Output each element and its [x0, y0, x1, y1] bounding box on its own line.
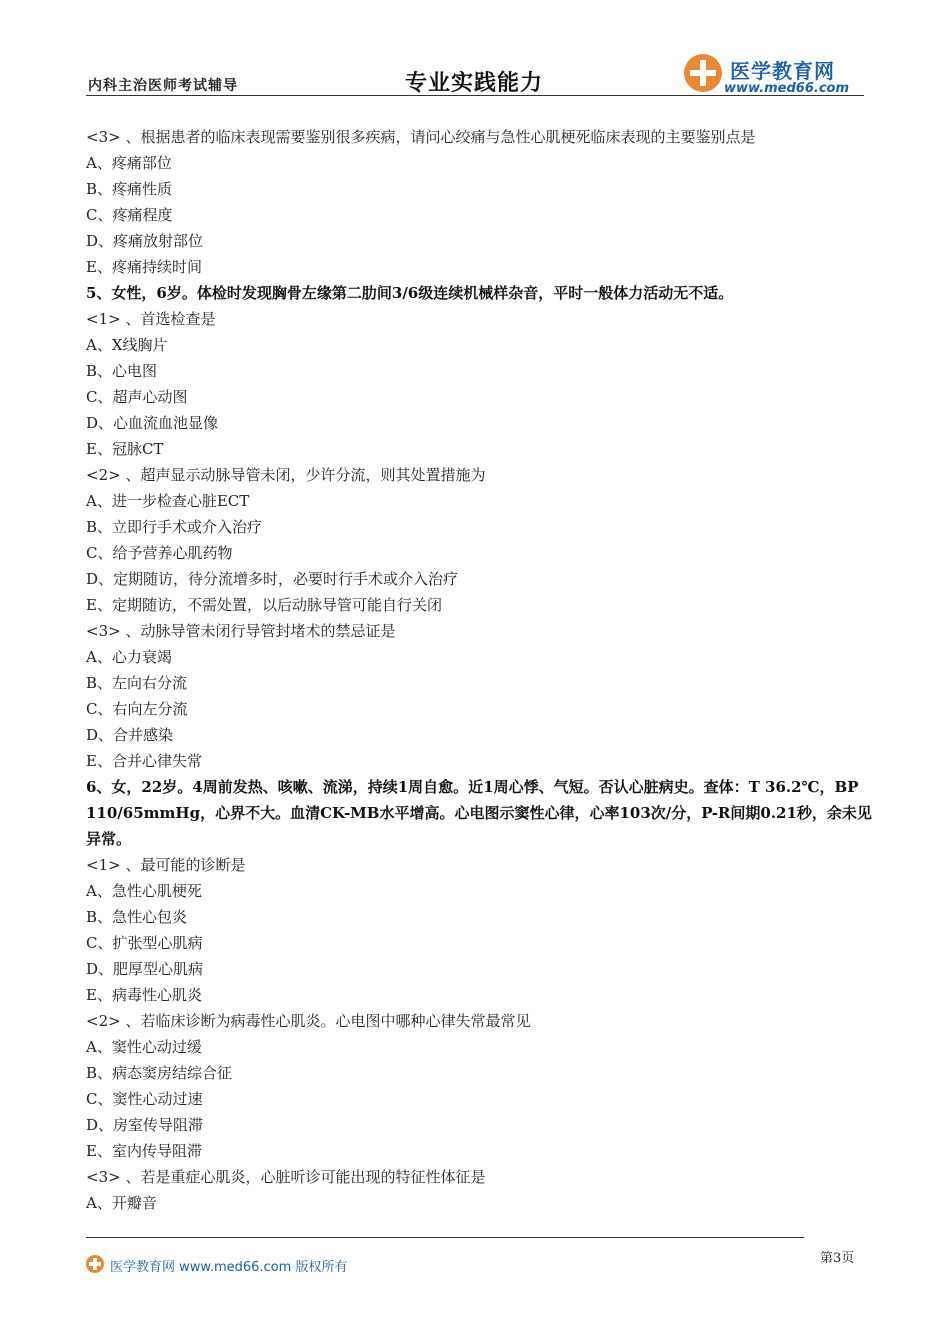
- header-logo: [684, 54, 864, 100]
- document-body: [86, 124, 872, 1216]
- option-line: C、给予营养心肌药物: [86, 544, 233, 562]
- option-line: E、疼痛持续时间: [86, 258, 202, 276]
- option-line: A、X线胸片: [86, 336, 168, 354]
- option-line: B、疼痛性质: [86, 180, 173, 198]
- option-line: E、冠脉CT: [86, 440, 164, 458]
- option-line: C、疼痛程度: [86, 206, 173, 224]
- header-divider: [86, 95, 864, 96]
- page-number: 第3页: [820, 1251, 855, 1266]
- header-course-title: 内科主治医师考试辅导: [88, 78, 238, 94]
- option-line: A、进一步检查心脏ECT: [86, 492, 250, 510]
- question-line: <3> 、根据患者的临床表现需要鉴别很多疾病，请问心绞痛与急性心肌梗死临床表现的主要鉴别点是: [86, 128, 756, 146]
- option-line: D、心血流血池显像: [86, 414, 219, 432]
- case-6-stem-line: 异常。: [86, 830, 132, 848]
- footer-divider: [86, 1237, 804, 1238]
- logo-url: www.med66.com: [724, 81, 850, 96]
- option-line: D、定期随访，待分流增多时，必要时行手术或介入治疗: [86, 570, 459, 588]
- option-line: E、合并心律失常: [86, 752, 202, 770]
- option-line: C、扩张型心肌病: [86, 934, 203, 952]
- option-line: D、合并感染: [86, 726, 174, 744]
- option-line: E、室内传导阻滞: [86, 1142, 202, 1160]
- option-line: A、疼痛部位: [86, 154, 172, 172]
- logo-cross-icon: [684, 54, 722, 92]
- option-line: B、急性心包炎: [86, 908, 188, 926]
- option-line: C、右向左分流: [86, 700, 188, 718]
- option-line: D、肥厚型心肌病: [86, 960, 204, 978]
- option-line: B、心电图: [86, 362, 158, 380]
- question-line: <1> 、最可能的诊断是: [86, 856, 246, 874]
- option-line: A、窦性心动过缓: [86, 1038, 202, 1056]
- case-6-stem-line: 110/65mmHg，心界不大。血清CK-MB水平增高。心电图示窦性心律，心率103次/分，P-R间期0.21秒，余未见: [86, 804, 872, 822]
- footer-copyright: 医学教育网 www.med66.com 版权所有: [110, 1260, 348, 1275]
- case-5-stem: 5、女性，6岁。体检时发现胸骨左缘第二肋间3/6级连续机械样杂音，平时一般体力活动无不适。: [86, 284, 734, 302]
- question-line: <3> 、动脉导管未闭行导管封堵术的禁忌证是: [86, 622, 396, 640]
- question-line: <2> 、若临床诊断为病毒性心肌炎。心电图中哪种心律失常最常见: [86, 1012, 531, 1030]
- logo-name: 医学教育网: [730, 59, 835, 83]
- option-line: B、左向右分流: [86, 674, 188, 692]
- option-line: E、病毒性心肌炎: [86, 986, 202, 1004]
- option-line: A、开瓣音: [86, 1194, 157, 1212]
- question-line: <3> 、若是重症心肌炎，心脏听诊可能出现的特征性体征是: [86, 1168, 486, 1186]
- question-line: <2> 、超声显示动脉导管未闭，少许分流，则其处置措施为: [86, 466, 486, 484]
- option-line: B、病态窦房结综合征: [86, 1064, 233, 1082]
- header-section-title: 专业实践能力: [405, 71, 544, 96]
- option-line: C、超声心动图: [86, 388, 188, 406]
- option-line: D、疼痛放射部位: [86, 232, 204, 250]
- option-line: A、心力衰竭: [86, 648, 172, 666]
- option-line: C、窦性心动过速: [86, 1090, 203, 1108]
- option-line: E、定期随访，不需处置，以后动脉导管可能自行关闭: [86, 596, 442, 614]
- option-line: D、房室传导阻滞: [86, 1116, 204, 1134]
- question-line: <1> 、首选检查是: [86, 310, 216, 328]
- option-line: B、立即行手术或介入治疗: [86, 518, 263, 536]
- option-line: A、急性心肌梗死: [86, 882, 202, 900]
- footer-logo-icon: [86, 1255, 104, 1273]
- case-6-stem-line: 6、女，22岁。4周前发热、咳嗽、流涕，持续1周自愈。近1周心悸、气短。否认心脏病史。查体：T 36.2℃，BP: [86, 778, 859, 796]
